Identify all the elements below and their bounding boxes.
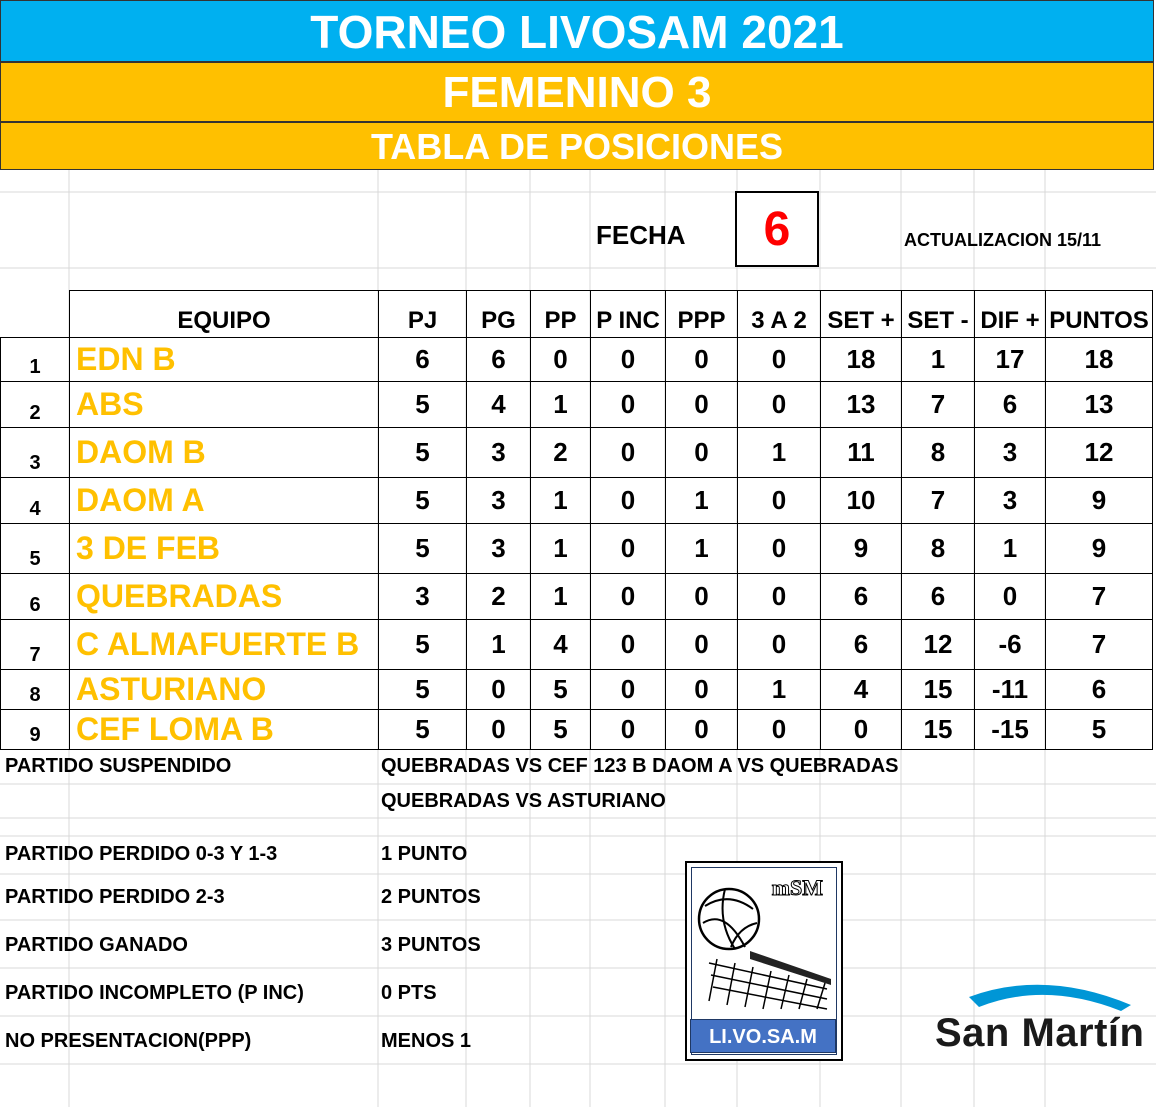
update-note: ACTUALIZACION 15/11	[904, 230, 1102, 250]
ppp-cell: 0	[666, 428, 738, 478]
puntos-cell: 9	[1046, 524, 1153, 574]
rule-value: 2 PUNTOS	[381, 886, 481, 908]
rank-cell: 2	[1, 382, 70, 428]
set-menos-cell: 7	[902, 478, 975, 524]
dif-cell: 6	[975, 382, 1046, 428]
table-row	[1, 670, 1153, 710]
suspended-label: PARTIDO SUSPENDIDO	[5, 755, 232, 777]
pinc-cell: 0	[591, 710, 666, 750]
header-3a2: 3 A 2	[738, 291, 821, 338]
rule-label: PARTIDO PERDIDO 0-3 Y 1-3	[5, 843, 278, 865]
puntos-cell: 12	[1046, 428, 1153, 478]
suspended-line-2: QUEBRADAS VS ASTURIANO	[381, 790, 666, 812]
rule-label: PARTIDO INCOMPLETO (P INC)	[5, 982, 304, 1004]
rank-cell: 8	[1, 670, 70, 710]
pj-cell: 5	[379, 524, 467, 574]
tres-a-dos-cell: 1	[738, 428, 821, 478]
ppp-cell: 1	[666, 524, 738, 574]
standings-table	[0, 290, 1153, 750]
rank-cell: 5	[1, 524, 70, 574]
table-row	[1, 710, 1153, 750]
pinc-cell: 0	[591, 670, 666, 710]
pg-cell: 3	[467, 478, 531, 524]
puntos-cell: 7	[1046, 574, 1153, 620]
pp-cell: 1	[531, 478, 591, 524]
table-row	[1, 382, 1153, 428]
pj-cell: 5	[379, 478, 467, 524]
pp-cell: 1	[531, 574, 591, 620]
table-row	[1, 524, 1153, 574]
rule-label: NO PRESENTACION(PPP)	[5, 1030, 252, 1052]
header-set-menos: SET -	[902, 291, 975, 338]
tres-a-dos-cell: 0	[738, 620, 821, 670]
set-menos-cell: 12	[902, 620, 975, 670]
set-menos-cell: 15	[902, 710, 975, 750]
pg-cell: 0	[467, 710, 531, 750]
ppp-cell: 0	[666, 574, 738, 620]
pj-cell: 3	[379, 574, 467, 620]
dif-cell: 3	[975, 428, 1046, 478]
team-cell: EDN B	[70, 338, 379, 382]
pinc-cell: 0	[591, 478, 666, 524]
table-header-row	[1, 291, 1153, 338]
dif-cell: -11	[975, 670, 1046, 710]
pg-cell: 2	[467, 574, 531, 620]
rule-value: 0 PTS	[381, 982, 437, 1004]
rank-cell: 3	[1, 428, 70, 478]
pg-cell: 3	[467, 524, 531, 574]
puntos-cell: 5	[1046, 710, 1153, 750]
set-menos-cell: 7	[902, 382, 975, 428]
pp-cell: 0	[531, 338, 591, 382]
tres-a-dos-cell: 0	[738, 338, 821, 382]
set-mas-cell: 9	[821, 524, 902, 574]
ppp-cell: 0	[666, 670, 738, 710]
puntos-cell: 18	[1046, 338, 1153, 382]
pp-cell: 1	[531, 524, 591, 574]
table-row	[1, 428, 1153, 478]
set-menos-cell: 8	[902, 428, 975, 478]
pinc-cell: 0	[591, 620, 666, 670]
set-mas-cell: 11	[821, 428, 902, 478]
pj-cell: 5	[379, 428, 467, 478]
header-puntos: PUNTOS	[1046, 291, 1153, 338]
team-cell: ABS	[70, 382, 379, 428]
tres-a-dos-cell: 0	[738, 382, 821, 428]
header-pp: PP	[531, 291, 591, 338]
pj-cell: 5	[379, 620, 467, 670]
rule-label: PARTIDO PERDIDO 2-3	[5, 886, 225, 908]
dif-cell: 17	[975, 338, 1046, 382]
pp-cell: 4	[531, 620, 591, 670]
puntos-cell: 9	[1046, 478, 1153, 524]
logo-name: LI.VO.SA.M	[690, 1019, 836, 1053]
puntos-cell: 13	[1046, 382, 1153, 428]
set-mas-cell: 10	[821, 478, 902, 524]
header-dif: DIF +	[975, 291, 1046, 338]
dif-cell: 0	[975, 574, 1046, 620]
pinc-cell: 0	[591, 524, 666, 574]
tres-a-dos-cell: 0	[738, 574, 821, 620]
category-title: FEMENINO 3	[0, 62, 1154, 122]
header-pg: PG	[467, 291, 531, 338]
table-row	[1, 620, 1153, 670]
table-row	[1, 338, 1153, 382]
team-cell: QUEBRADAS	[70, 574, 379, 620]
tres-a-dos-cell: 1	[738, 670, 821, 710]
pinc-cell: 0	[591, 382, 666, 428]
fecha-label: FECHA	[596, 220, 686, 250]
suspended-line-1: QUEBRADAS VS CEF 123 B DAOM A VS QUEBRADAS	[381, 755, 899, 777]
tournament-title: TORNEO LIVOSAM 2021	[0, 0, 1154, 62]
team-cell: 3 DE FEB	[70, 524, 379, 574]
ppp-cell: 1	[666, 478, 738, 524]
san-martin-sponsor	[935, 975, 1156, 1055]
dif-cell: -6	[975, 620, 1046, 670]
tres-a-dos-cell: 0	[738, 478, 821, 524]
dif-cell: -15	[975, 710, 1046, 750]
pj-cell: 5	[379, 382, 467, 428]
set-mas-cell: 4	[821, 670, 902, 710]
pg-cell: 6	[467, 338, 531, 382]
puntos-cell: 7	[1046, 620, 1153, 670]
rule-value: 1 PUNTO	[381, 843, 468, 865]
team-cell: CEF LOMA B	[70, 710, 379, 750]
pp-cell: 2	[531, 428, 591, 478]
set-menos-cell: 15	[902, 670, 975, 710]
pp-cell: 5	[531, 670, 591, 710]
pp-cell: 1	[531, 382, 591, 428]
team-cell: DAOM A	[70, 478, 379, 524]
pinc-cell: 0	[591, 428, 666, 478]
ppp-cell: 0	[666, 710, 738, 750]
rank-cell: 9	[1, 710, 70, 750]
ppp-cell: 0	[666, 620, 738, 670]
livosam-logo	[685, 861, 843, 1061]
set-mas-cell: 13	[821, 382, 902, 428]
set-menos-cell: 6	[902, 574, 975, 620]
set-mas-cell: 18	[821, 338, 902, 382]
fecha-number: 6	[735, 191, 819, 267]
sponsor-arc-icon	[935, 975, 1156, 1015]
set-menos-cell: 8	[902, 524, 975, 574]
rank-cell: 4	[1, 478, 70, 524]
header-blank	[1, 291, 70, 338]
team-cell: ASTURIANO	[70, 670, 379, 710]
rank-cell: 6	[1, 574, 70, 620]
rule-value: MENOS 1	[381, 1030, 472, 1052]
table-row	[1, 478, 1153, 524]
set-menos-cell: 1	[902, 338, 975, 382]
team-cell: C ALMAFUERTE B	[70, 620, 379, 670]
set-mas-cell: 0	[821, 710, 902, 750]
table-row	[1, 574, 1153, 620]
set-mas-cell: 6	[821, 620, 902, 670]
tres-a-dos-cell: 0	[738, 524, 821, 574]
standings-body	[1, 338, 1153, 750]
pg-cell: 1	[467, 620, 531, 670]
sponsor-name: San Martín	[935, 1011, 1145, 1055]
team-cell: DAOM B	[70, 428, 379, 478]
rank-cell: 7	[1, 620, 70, 670]
dif-cell: 3	[975, 478, 1046, 524]
puntos-cell: 6	[1046, 670, 1153, 710]
pp-cell: 5	[531, 710, 591, 750]
pg-cell: 3	[467, 428, 531, 478]
rank-cell: 1	[1, 338, 70, 382]
pg-cell: 0	[467, 670, 531, 710]
dif-cell: 1	[975, 524, 1046, 574]
pg-cell: 4	[467, 382, 531, 428]
pj-cell: 5	[379, 710, 467, 750]
table-subtitle: TABLA DE POSICIONES	[0, 122, 1154, 170]
header-equipo: EQUIPO	[70, 291, 379, 338]
logo-mark: mSM	[771, 875, 823, 900]
set-mas-cell: 6	[821, 574, 902, 620]
header-set-mas: SET +	[821, 291, 902, 338]
ppp-cell: 0	[666, 338, 738, 382]
rule-label: PARTIDO GANADO	[5, 934, 188, 956]
pinc-cell: 0	[591, 574, 666, 620]
header-ppp: PPP	[666, 291, 738, 338]
tres-a-dos-cell: 0	[738, 710, 821, 750]
pj-cell: 6	[379, 338, 467, 382]
header-pinc: P INC	[591, 291, 666, 338]
pinc-cell: 0	[591, 338, 666, 382]
header-pj: PJ	[379, 291, 467, 338]
ppp-cell: 0	[666, 382, 738, 428]
rule-value: 3 PUNTOS	[381, 934, 481, 956]
pj-cell: 5	[379, 670, 467, 710]
